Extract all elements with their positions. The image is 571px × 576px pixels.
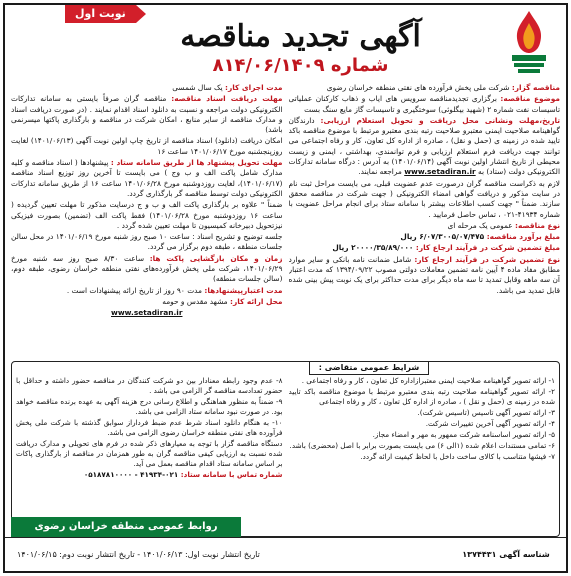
body-columns: [11, 83, 560, 357]
condition-item: ۷- فیشها متناسب با کالای ساخت داخل با لحاظ کیفیت ارائه گردد.: [360, 452, 555, 461]
conditions-columns: [16, 376, 555, 532]
left-column: [11, 83, 283, 357]
conditions-heading: شرایط عمومی متقاضی :: [309, 361, 429, 375]
condition-item: ۳- ارائه تصویر آگهی تاسیس (تاسیس شرکت).: [417, 408, 555, 417]
right-column: [289, 83, 561, 357]
tender-notice: [3, 3, 568, 573]
publication-footer: [5, 537, 566, 571]
condition-item: ۱۰- به هنگام دانلود اسناد شرط عدم ضبط فرداراز سوابق گذشته با شرکت ملی پخش فرآورده های نفتی منطقه خراسان رضوی الزامی می باشد.: [16, 418, 283, 437]
setad-link[interactable]: www.setadiran.ir: [404, 167, 476, 177]
condition-item: دستگاه مناقصه گزار با توجه به معیارهای ذکر شده در فرم های تحویلی و مدارک دریافت شده نسبت به ارزیابی کیفی مناقصه گران به طور همزمان در مناقصه از بارگذاری پاکات بر اساس سامانه ستاد اقدام مناقصه بعمل می آید.: [16, 439, 283, 468]
physical-envelope-note: ضمناً " علاوه بر بارگذاری پاکت الف و ب و ج درسایت مذکور تا مهلت تعیین گردیده ( ساعت ۱۶ روزدوشنبه مورخ ۱۴۰۱/۰۶/۲۸) فقط پاکت الف (تضمین) بصورت فیزیکی نیزتحویل دبیرخانه کمیسیون تا مهلت تعیین شده گردد .: [11, 200, 283, 230]
tender-schedule: تاریخ،مهلت ونشانی محل دریافت و تحویل استعلام ارزیابی: دارندگان گواهینامه صلاحیت ایمنی معتبرو صلاحیت رتبه بندی معتبرو مرتبط با موضوع مناقصه باکد تایید شده در زمینه ی (حمل و نقل) ، صادره از اداره کل تعاون، کار و رفاه اجتماعی می توانند جهت دریافت فرم استعلام ارزیابی و فرم توانمندی، بهداشتی ، ایمنی و زیست محیطی از تاریخ انتشار اولین نوبت آگهی (۱۴۰۱/۰۶/۱۴) به آدرس : درگاه سامانه تدارکات الکترونیکی دولت (ستاد) به www.setadiran.ir مراجعه نمایند.: [288, 115, 560, 177]
notice-number: شماره ۸۱۴/۰۶/۱۴۰۹: [212, 55, 389, 76]
condition-item: ۲- ارائه تصویر گواهینامه صلاحیت رتبه بندی معتبرو مرتبط با موضوع مناقصه باکد تایید شده در زمینه ی (حمل و نقل ) ، صادره از اداره کل تعاون ، کار و رفاه اجتماعی: [288, 387, 555, 406]
nioc-flame-logo-icon: [500, 9, 558, 75]
briefing-session: جلسه توضیح و تشریح اسناد : ساعت ۱۰ صبح روز شنبه مورخ ۱۴۰۱/۰۶/۱۹ در محل سالن جلسات منطقه ، طبقه دوم برگزار می گردد.: [11, 232, 283, 252]
guarantee-amount: مبلغ تضمین شرکت در فرآیند ارجاع کار: ۲۰۰۰۰/۳۵/۸۹/۰۰۰ ریال: [332, 243, 560, 253]
setad-link-2[interactable]: www.setadiran.ir: [111, 308, 183, 318]
guarantee-type: نوع تضمین شرکت در فرآیند ارجاع کار: شامل ضمانت نامه بانکی و سایر موارد مطابق مفاد ماده ۴ آیین نامه تضمین معاملات دولتی مصوب ۱۳۹۴/۰۹/۲۲ که مدت اعتبار آن سه ماهه وقابل تمدید تا سه ماه دیگر برای مدت حداکثر برای یک نوبت پیش بینی شده قابل تمدید می باشد.: [288, 254, 560, 295]
header: [5, 5, 566, 79]
public-relations-band: روابط عمومی منطقه خراسان رضوی: [11, 517, 241, 537]
ad-id: شناسه آگهی ۱۳۷۴۴۳۱: [462, 550, 550, 559]
estimate-amount: مبلغ برآورد مناقصه: ۶/۰۷/۳۰۰۵/۰۷/۴۷۵ ریال: [400, 232, 560, 242]
condition-item: ۶- تمامی مستندات اعلام شده (۱الی ۶) می بایست بصورت برابر با اصل (محضری) باشد.: [289, 441, 555, 450]
document-deadline: مهلت دریافت اسناد مناقصه: مناقصه گران صرفاً بایستی به سامانه تدارکات الکترونیکی دولت مراجعه و نسبت به دانلود اسناد اقدام نمایند . (در صورت دریافت اسناد و مدارک مناقصه از سایر منابع ، امکان شرکت در مناقصه و بارگذاری پاکتها میسرنمی باشد): [11, 94, 283, 135]
general-conditions: [11, 361, 560, 537]
submission-deadline: مهلت تحویل پیشنهاد ها از طریق سامانه ستاد : پیشنهادها ( اسناد مناقصه و کلیه مدارک شامل پاکت الف و ب وج ) می بایست تا آخرین روز توزیع اسناد مناقصه (۱۴۰۱/۰۶/۱۷)، لغایت روزدوشنبه مورخ ۱۴۰۱/۰۶/۲۸ ساعت ۱۶ از طریق سامانه تدارکات الکترونیکی دولت توسط مناقصه گر بارگذاری گردد.: [11, 158, 283, 198]
publication-dates: تاریخ انتشار نوبت اول: ۱۴۰۱/۰۶/۱۳ - تاریخ انتشار نوبت دوم: ۱۴۰۱/۰۶/۱۵: [17, 550, 260, 559]
setad-phone: شماره تماس با سامانه ستاد: ۰۲۱-۴۱۹۳۴ - ۰۵۱۸۷۸۱۰۰۰۰: [83, 470, 283, 479]
condition-item: ۵- ارائه تصویر اساسنامه شرکت ممهور به مهر و امضاء مجاز.: [372, 430, 555, 439]
registration-note: لازم به ذکراست مناقصه گران درصورت عدم عضویت قبلی، می بایست مراحل ثبت نام در سایت مذکور و دریافت گواهی امضاء الکترونیکی ( جهت شرکت در مناقصه محقق سازند. ضمناً " جهت کسب اطلاعات بیشتر با سامانه ستاد برای انجام مراحل عضویت با شماره ۴۱۹۳۴-۰۲۱ ، تماس حاصل فرمایید .: [288, 178, 560, 219]
work-location: محل ارائه کار: مشهد مقدس و حومه: [162, 296, 283, 306]
tender-party: مناقصه گزار: شرکت ملی پخش فرآورده های نفتی منطقه خراسان رضوی: [326, 83, 560, 92]
download-period: امکان دریافت (دانلود) اسناد مناقصه از تاریخ چاپ اولین نوبت آگهی (۱۴۰۱/۰۶/۱۳) لغایت روزپنجشنبه مورخ ۱۴۰۱/۰۶/۱۷ ساعت ۱۶: [11, 136, 283, 156]
validity: مدت اعتبارپیشنهادها: مدت ۹۰ روز از تاریخ ارائه پیشنهادات است .: [66, 285, 283, 295]
condition-item: ۸- عدم وجود رابطه معنادار بین دو شرکت کنندگان در مناقصه حضور داشته و حداقل با حضور تعدادسه مناقصه گر الزامی می باشد .: [16, 376, 283, 395]
condition-item: ۴- ارائه تصویر آگهی آخرین تغییرات شرکت.: [425, 419, 555, 428]
tender-type: نوع مناقصه: عمومی یک مرحله ای: [447, 220, 560, 230]
conditions-left: [16, 376, 283, 532]
duration: مدت اجرای کار: یک سال شمسی: [172, 83, 283, 92]
condition-item: ۹- ضمناً به منظور هماهنگی و اطلاع رسانی درج هزینه آگهی به عهده برنده مناقصه خواهد بود. در صورت نبود سامانه ستاد الزامی می باشد.: [16, 397, 283, 416]
condition-item: ۱- ارائه تصویر گواهینامه صلاحیت ایمنی معتبرازاداره کل تعاون ، کار و رفاه اجتماعی .: [301, 376, 555, 385]
first-round-ribbon: نوبت اول: [65, 5, 136, 23]
page-title: آگهی تجدید مناقصه: [180, 19, 421, 54]
opening-time: زمان و مکان بازگشایی پاکت ها: ساعت ۸/۳۰ صبح روز سه شنبه مورخ ۱۴۰۱/۰۶/۲۹، شرکت ملی پخش فرآورده‌های نفتی منطقه خراسان رضوی، طبقه دوم، (سالن جلسات منطقه): [11, 253, 283, 284]
tender-subject: موضوع مناقصه: برگزاری تجدیدمناقصه سرویس های ایاب و ذهاب کارکنان عملیاتی تاسیسات نفت شماره ۲ (شهید بیگلوئی) سوختگیری و تاسیسات گاز مایع سنگ بست: [288, 94, 560, 114]
conditions-right: [289, 376, 556, 532]
